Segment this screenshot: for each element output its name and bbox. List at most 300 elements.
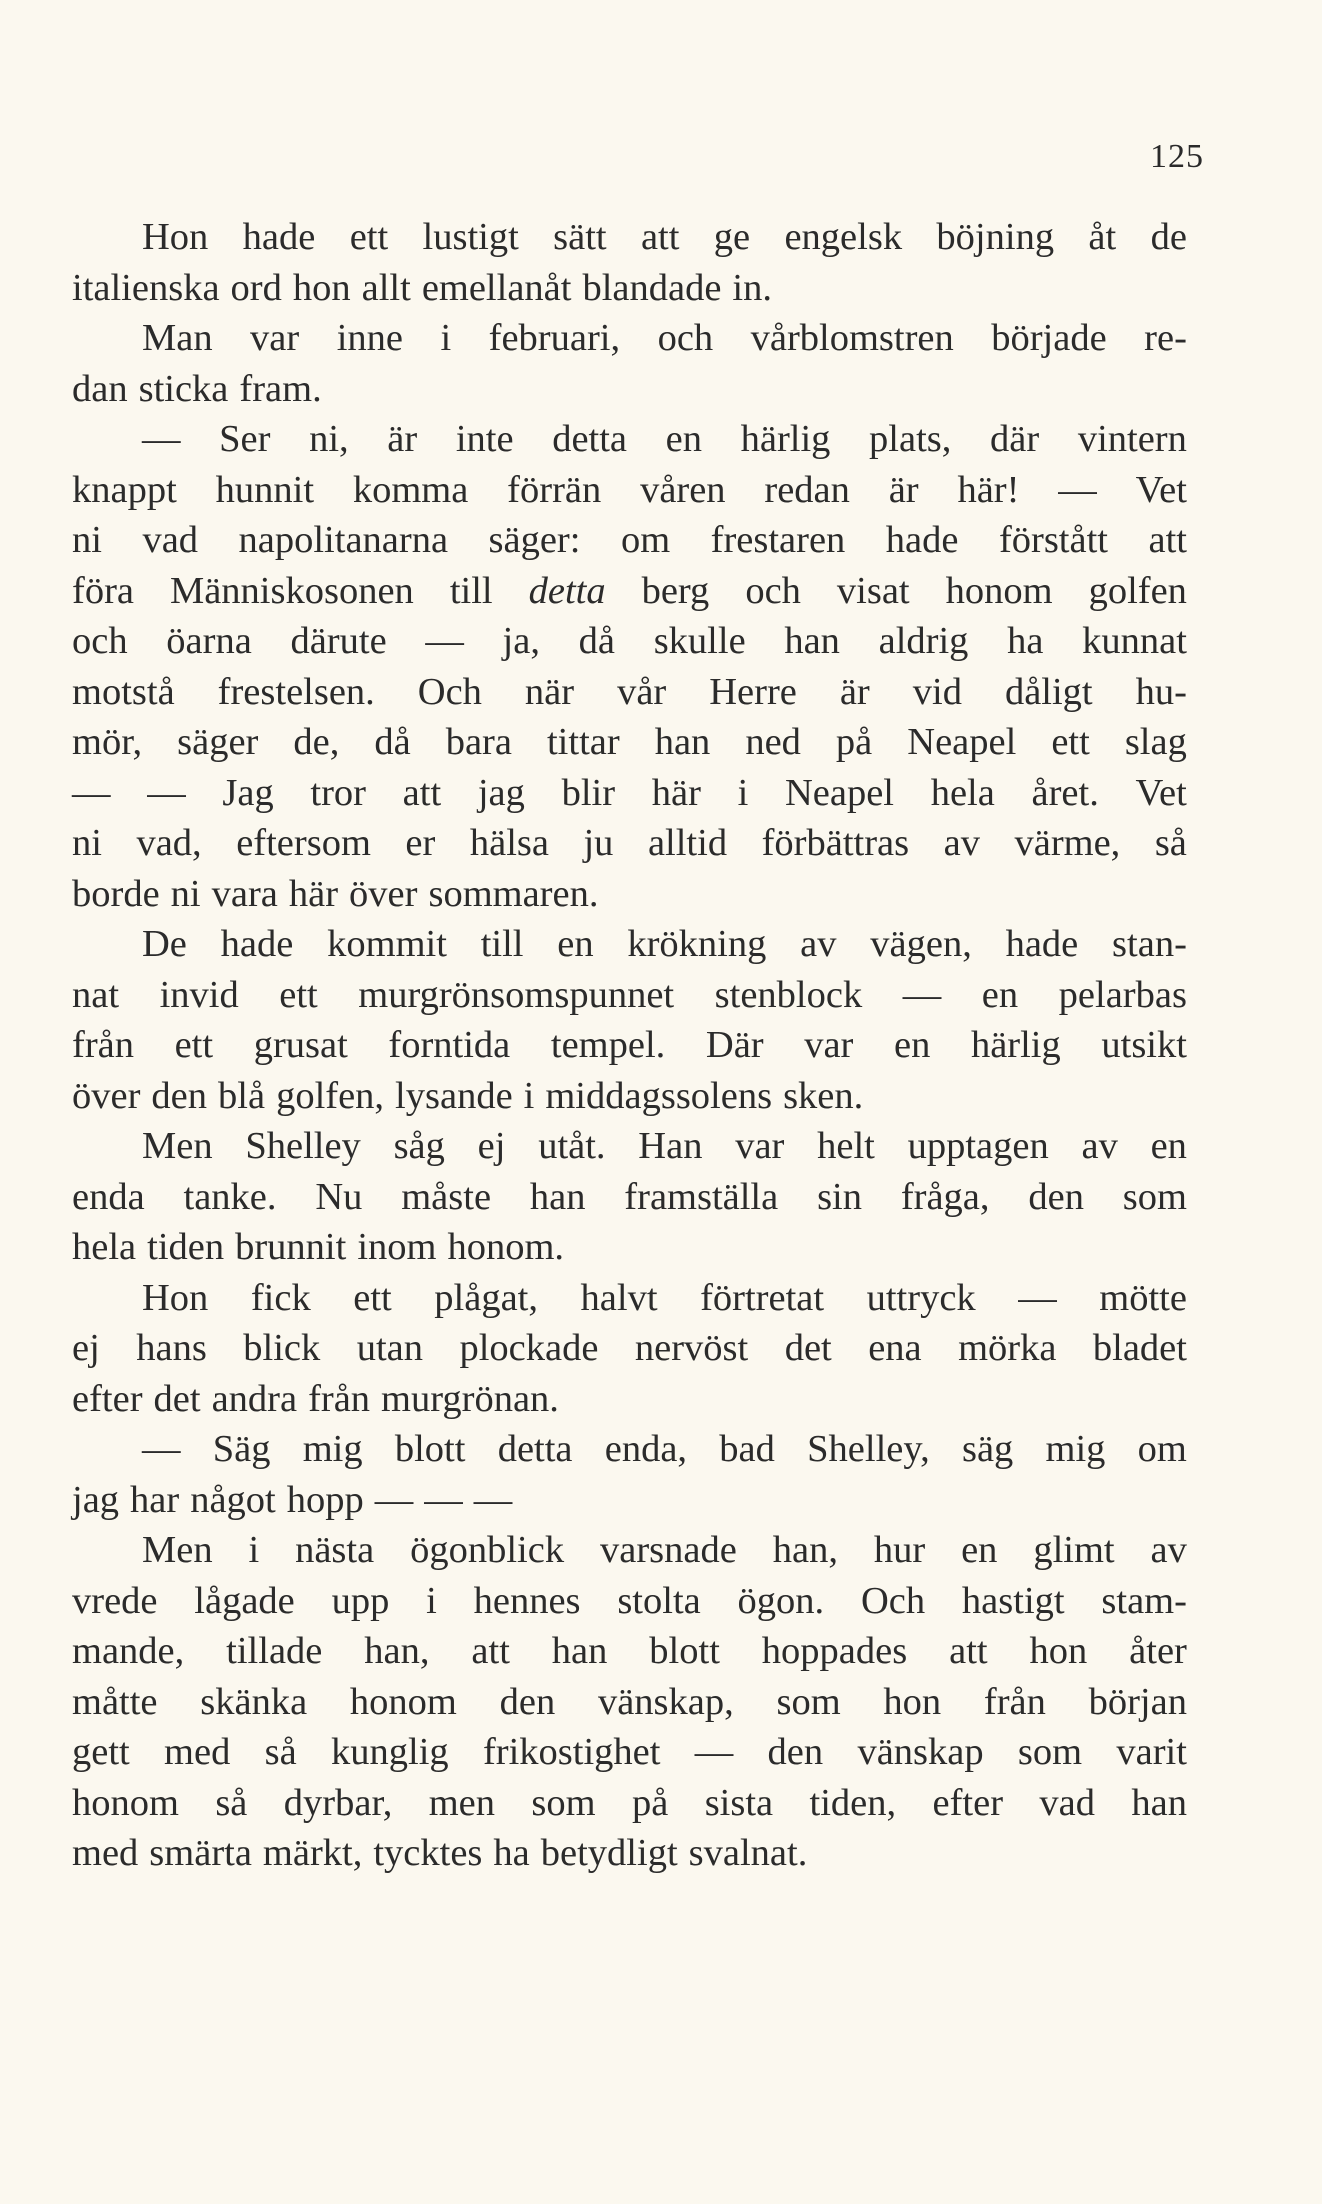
word: kunnat	[1082, 620, 1187, 662]
text-line	[72, 667, 1187, 718]
word: —	[425, 620, 464, 662]
word: av	[1081, 1125, 1118, 1167]
word: Hon	[142, 216, 209, 258]
word: februari,	[488, 317, 621, 359]
word: ögon.	[737, 1579, 825, 1622]
word: borde	[72, 872, 160, 915]
word: —	[1018, 1276, 1057, 1319]
word: in.	[732, 266, 772, 309]
word: —	[424, 1478, 463, 1521]
word: måtte	[72, 1680, 158, 1723]
word: Vet	[1135, 468, 1187, 511]
word: murgrönsomspunnet	[358, 973, 675, 1016]
word: honom.	[447, 1226, 565, 1268]
word: säg	[961, 1428, 1014, 1470]
word: han	[654, 721, 711, 763]
word: sommaren.	[428, 872, 599, 915]
word: blandade	[582, 266, 722, 309]
word: åter	[1129, 1630, 1187, 1672]
word: slag	[1124, 721, 1187, 763]
word: en	[981, 973, 1019, 1016]
text-line	[72, 1071, 1187, 1122]
word: frestelsen.	[217, 670, 375, 713]
word: hon	[292, 266, 351, 309]
text-line	[72, 919, 1187, 970]
text-line	[72, 1424, 1187, 1475]
word: det	[153, 1377, 201, 1420]
word: glimt	[1033, 1529, 1115, 1571]
word: —	[473, 1478, 513, 1521]
word: tanke.	[183, 1175, 277, 1218]
word: vänskap	[857, 1731, 984, 1773]
word: bad	[719, 1428, 775, 1470]
word: vad	[142, 519, 199, 561]
word: en	[1150, 1125, 1187, 1167]
word: värme,	[1014, 822, 1121, 864]
text-line	[72, 1626, 1187, 1677]
word: ned	[745, 721, 801, 763]
word: tempel.	[550, 1024, 666, 1066]
word: ena	[868, 1327, 922, 1369]
word: svalnat.	[688, 1832, 808, 1874]
word: som	[1017, 1731, 1083, 1773]
text-line	[72, 970, 1187, 1021]
text-line	[72, 1778, 1187, 1829]
word: härlig	[740, 418, 831, 460]
word: var	[735, 1125, 785, 1167]
word: halvt	[580, 1276, 658, 1319]
word: och	[72, 620, 128, 662]
word: tittar	[546, 721, 620, 763]
word: ögonblick	[410, 1529, 565, 1571]
word: Shelley	[245, 1125, 361, 1167]
word: som	[531, 1781, 596, 1824]
word: tiden	[147, 1226, 225, 1268]
word: tror	[310, 771, 366, 814]
text-line	[72, 1525, 1187, 1576]
word: med	[164, 1731, 231, 1773]
word: middagssolens	[545, 1074, 773, 1117]
word: Shelley,	[807, 1428, 930, 1470]
word: han,	[364, 1630, 430, 1672]
word: vägen,	[870, 923, 972, 965]
word: i	[523, 1074, 535, 1117]
word: och	[745, 569, 801, 612]
word: han	[1131, 1781, 1187, 1824]
text-line	[72, 263, 1187, 314]
word: nervöst	[634, 1327, 749, 1369]
word: frikostighet	[482, 1731, 661, 1773]
page-number: 125	[1150, 138, 1204, 175]
word: Han	[638, 1125, 703, 1167]
word: varsnade	[600, 1529, 737, 1571]
word: en	[961, 1529, 998, 1571]
text-line	[72, 1222, 1187, 1273]
word: berg	[641, 569, 710, 612]
text-line	[72, 313, 1187, 364]
word: är	[888, 468, 919, 511]
word: allt	[361, 266, 411, 309]
word: bara	[445, 721, 512, 763]
word: att	[402, 771, 442, 814]
word: hade	[885, 519, 959, 561]
text-line	[72, 1273, 1187, 1324]
text-line	[72, 364, 1187, 415]
word: sin	[817, 1175, 862, 1218]
word: Man	[142, 317, 213, 359]
word: som	[776, 1680, 841, 1723]
word: jag	[477, 771, 525, 814]
word: plockade	[459, 1327, 599, 1369]
word: vad,	[136, 822, 202, 864]
word: hade	[220, 923, 294, 965]
word: Men	[142, 1529, 213, 1571]
word: så	[1154, 822, 1187, 864]
word: Neapel	[784, 771, 894, 814]
word: italienska	[72, 266, 220, 309]
word: lustigt	[422, 216, 519, 258]
word: grusat	[253, 1024, 348, 1066]
word: inte	[455, 418, 514, 460]
word: på	[631, 1781, 669, 1824]
word: eftersom	[236, 822, 371, 864]
word: här	[651, 771, 701, 814]
word: den	[151, 1074, 208, 1117]
text-line	[72, 212, 1187, 263]
word: mörka	[958, 1327, 1057, 1369]
word: har	[130, 1478, 180, 1521]
word: uttryck	[866, 1276, 976, 1319]
word: är	[839, 670, 870, 713]
word: ej	[477, 1125, 506, 1167]
word: över	[349, 872, 418, 915]
word: men	[428, 1781, 496, 1824]
word: De	[142, 923, 187, 965]
word: forntida	[388, 1024, 511, 1066]
word: Säg	[212, 1428, 271, 1470]
text-line	[72, 1020, 1187, 1071]
word: härlig	[970, 1024, 1061, 1066]
word: honom	[349, 1680, 457, 1723]
word: kunglig	[331, 1731, 449, 1773]
word: re-	[1144, 317, 1187, 359]
text-line	[72, 768, 1187, 819]
word: på	[835, 721, 873, 763]
word: förtretat	[700, 1276, 825, 1319]
word: öarna	[166, 620, 252, 662]
word: —	[902, 973, 942, 1016]
word: ha	[493, 1832, 530, 1874]
word: då	[374, 721, 411, 763]
word: de,	[293, 721, 340, 763]
word: gett	[72, 1731, 130, 1773]
word: efter	[932, 1781, 1004, 1824]
word: var	[804, 1024, 854, 1066]
word: aldrig	[878, 620, 969, 662]
word: i	[737, 771, 749, 814]
word: nästa	[295, 1529, 375, 1571]
text-line	[72, 414, 1187, 465]
word: bladet	[1092, 1327, 1187, 1369]
word: Och	[860, 1579, 926, 1622]
word: —	[694, 1731, 734, 1773]
word: tillade	[226, 1630, 323, 1672]
word: föra	[72, 569, 134, 612]
word: fick	[250, 1276, 311, 1319]
word: hopp	[286, 1478, 364, 1521]
word: andra	[211, 1377, 298, 1420]
word: Hon	[142, 1276, 209, 1319]
word: invid	[159, 973, 239, 1016]
word: lågade	[194, 1579, 295, 1622]
word: i	[440, 317, 452, 359]
word: redan	[764, 468, 850, 511]
word: alltid	[647, 822, 728, 864]
word: stenblock	[714, 973, 863, 1016]
word: hela	[930, 771, 995, 814]
word: Men	[142, 1125, 213, 1167]
word: året.	[1031, 771, 1099, 814]
word: att	[640, 216, 680, 258]
word: och	[657, 317, 714, 359]
word: mig	[302, 1428, 363, 1470]
word: ni,	[309, 418, 349, 460]
word: hennes	[473, 1579, 581, 1622]
word: mötte	[1099, 1276, 1187, 1319]
word: hu-	[1135, 670, 1187, 713]
word: ett	[349, 216, 389, 258]
word: detta	[497, 1428, 573, 1470]
word: så	[215, 1781, 248, 1824]
word: dan	[72, 367, 128, 410]
word: framställa	[624, 1175, 779, 1218]
word: åt	[1088, 216, 1117, 258]
word: hälsa	[469, 822, 549, 864]
word: var	[250, 317, 300, 359]
word: han,	[772, 1529, 838, 1571]
word: i	[248, 1529, 260, 1571]
word: blott	[649, 1630, 720, 1672]
word: frestaren	[710, 519, 846, 561]
word: knappt	[72, 468, 177, 511]
word: därute	[290, 620, 387, 662]
word: —	[142, 1428, 181, 1470]
word: sista	[704, 1781, 774, 1824]
text-line	[72, 1374, 1187, 1425]
word: lysande	[395, 1074, 513, 1117]
word: sätt	[553, 216, 607, 258]
word: emellanåt	[421, 266, 572, 309]
word: det	[784, 1327, 832, 1369]
word: våren	[640, 468, 726, 511]
word: är	[387, 418, 418, 460]
word: något	[190, 1478, 276, 1521]
word: Ser	[219, 418, 271, 460]
word: Nu	[315, 1175, 363, 1218]
word: enda	[72, 1175, 145, 1218]
text-line	[72, 616, 1187, 667]
word: ett	[279, 973, 318, 1016]
word: måste	[401, 1175, 492, 1218]
word: Och	[417, 670, 482, 713]
text-line	[72, 515, 1187, 566]
word: såg	[393, 1125, 445, 1167]
word: kommit	[327, 923, 447, 965]
word: utan	[356, 1327, 424, 1369]
word: hade	[1005, 923, 1079, 965]
word: hunnit	[215, 468, 315, 511]
word: komma	[352, 468, 469, 511]
word: förrän	[507, 468, 602, 511]
word: blick	[243, 1327, 321, 1369]
word: ja,	[502, 620, 540, 662]
word: av	[943, 822, 980, 864]
word: säger:	[488, 519, 581, 561]
word: tycktes	[373, 1832, 483, 1874]
word: blir	[561, 771, 616, 814]
word: Herre	[709, 670, 797, 713]
word: ett	[353, 1276, 392, 1319]
word: enda,	[604, 1428, 688, 1470]
word: skulle	[653, 620, 746, 662]
word: napolitanarna	[238, 519, 449, 561]
word: början	[1088, 1680, 1187, 1723]
word: ej	[72, 1327, 100, 1369]
text-line	[72, 869, 1187, 920]
word: efter	[72, 1377, 143, 1420]
word: så	[264, 1731, 297, 1773]
word: den	[499, 1680, 556, 1723]
word: från	[72, 1024, 134, 1066]
word: att	[949, 1630, 988, 1672]
word: från	[983, 1680, 1046, 1723]
word: honom	[72, 1781, 179, 1824]
word: honom	[945, 569, 1053, 612]
text-line	[72, 818, 1187, 869]
word: hur	[873, 1529, 926, 1571]
word: dyrbar,	[283, 1781, 393, 1824]
word: ni	[72, 822, 102, 864]
word: hade	[242, 216, 316, 258]
word: —	[374, 1478, 414, 1521]
text-line	[72, 566, 1187, 617]
word: hoppades	[761, 1630, 908, 1672]
word: visat	[836, 569, 910, 612]
word: han	[551, 1630, 608, 1672]
word: vad	[1039, 1781, 1095, 1824]
word: hastigt	[961, 1579, 1065, 1622]
text-line	[72, 1121, 1187, 1172]
word: vrede	[72, 1579, 158, 1622]
word: att	[471, 1630, 510, 1672]
word: detta	[528, 569, 606, 612]
word: engelsk	[784, 216, 903, 258]
word: golfen,	[276, 1074, 385, 1117]
word: fram.	[239, 367, 322, 410]
word: vara	[211, 872, 278, 915]
text-line	[72, 1172, 1187, 1223]
word: den	[767, 1731, 824, 1773]
word: krökning	[627, 923, 767, 965]
word: ni	[72, 519, 102, 561]
word: han	[529, 1175, 586, 1218]
word: Neapel	[907, 721, 1017, 763]
word: brunnit	[235, 1226, 347, 1268]
word: —	[142, 418, 181, 460]
word: jag	[72, 1478, 120, 1521]
word: inom	[357, 1226, 437, 1268]
word: som	[1122, 1175, 1187, 1218]
word: i	[426, 1579, 437, 1622]
word: blå	[218, 1074, 266, 1117]
word: med	[72, 1832, 139, 1874]
word: av	[1150, 1529, 1187, 1571]
word: upp	[331, 1579, 390, 1622]
word: om	[620, 519, 671, 561]
word: sticka	[138, 367, 229, 410]
word: en	[894, 1024, 931, 1066]
word: här!	[957, 468, 1020, 511]
word: där	[990, 418, 1040, 460]
word: murgrönan.	[381, 1377, 559, 1420]
word: till	[480, 923, 524, 965]
word: tiden,	[809, 1781, 897, 1824]
word: ge	[713, 216, 751, 258]
word: vårblomstren	[750, 317, 954, 359]
text-line	[72, 1576, 1187, 1627]
text-line	[72, 1828, 1187, 1879]
word: detta	[552, 418, 628, 460]
word: över	[72, 1074, 141, 1117]
word: av	[800, 923, 837, 965]
word: stan-	[1112, 923, 1187, 965]
word: från	[308, 1377, 371, 1420]
word: Människosonen	[169, 569, 414, 612]
word: ju	[583, 822, 614, 864]
word: —	[72, 771, 111, 814]
word: —	[1058, 468, 1097, 511]
word: om	[1137, 1428, 1187, 1470]
word: mande,	[72, 1630, 185, 1672]
word: nat	[72, 973, 120, 1016]
word: hon	[1029, 1630, 1088, 1672]
word: böjning	[936, 216, 1055, 258]
word: inne	[336, 317, 403, 359]
word: sken.	[783, 1074, 864, 1117]
word: motstå	[72, 670, 175, 713]
word: de	[1150, 216, 1187, 258]
word: plats,	[869, 418, 952, 460]
word: märkt,	[262, 1832, 363, 1874]
word: ni	[170, 872, 201, 915]
word: dåligt	[1004, 670, 1093, 713]
word: vänskap,	[597, 1680, 734, 1723]
word: då	[578, 620, 615, 662]
word: säger	[177, 721, 259, 763]
word: en	[665, 418, 702, 460]
word: den	[1028, 1175, 1084, 1218]
word: hon	[883, 1680, 942, 1723]
word: smärta	[149, 1832, 252, 1874]
word: stolta	[617, 1579, 701, 1622]
word: fråga,	[900, 1175, 990, 1218]
word: utåt.	[538, 1125, 606, 1167]
word: skänka	[200, 1680, 308, 1723]
word: till	[449, 569, 493, 612]
word: när	[524, 670, 575, 713]
word: plågat,	[434, 1276, 538, 1319]
word: en	[557, 923, 594, 965]
